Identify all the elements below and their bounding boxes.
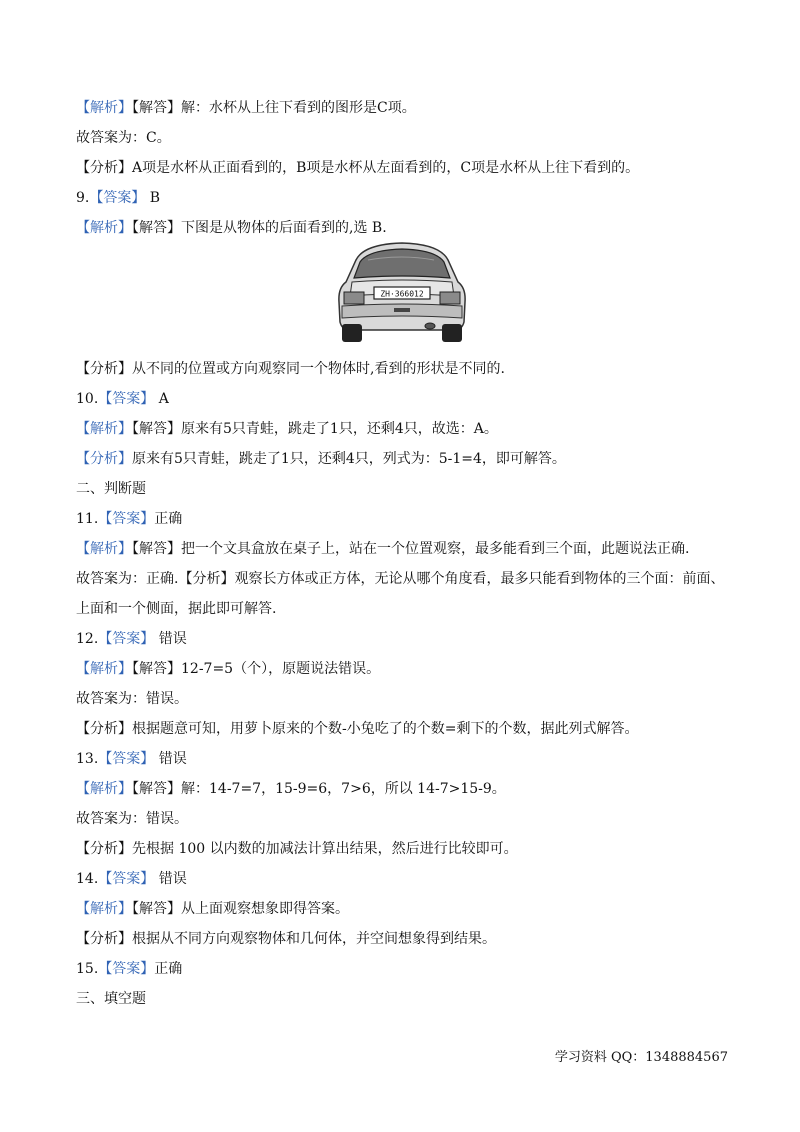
line-3 (76, 158, 740, 178)
line-6 (76, 359, 740, 379)
question-number: 12. (76, 631, 99, 647)
line-text: 解：水杯从上往下看到的图形是C项。 (181, 100, 416, 116)
question-10-answer (76, 389, 740, 409)
line-24 (76, 899, 740, 919)
line-text: 原来有5只青蛙，跳走了1只，还剩4只，故选：A。 (181, 421, 498, 437)
question-number: 15. (76, 961, 99, 977)
line-16 (76, 659, 740, 679)
tag-answer: 【答案】 (89, 190, 146, 206)
line-5 (76, 218, 740, 238)
section-heading-judgement (76, 479, 740, 499)
line-21 (76, 809, 740, 829)
question-15-answer (76, 959, 740, 979)
question-11-answer (76, 509, 740, 529)
line-text: 故答案为：错误。 (76, 691, 188, 707)
question-12-answer (76, 629, 740, 649)
line-text: 解：14-7=7，15-9=6，7>6，所以 14-7>15-9。 (181, 781, 506, 797)
line-text: 把一个文具盒放在桌子上，站在一个位置观察，最多能看到三个面，此题说法正确. (181, 541, 690, 557)
tag-answer-detail: 【解答】 (132, 100, 181, 116)
line-22 (76, 839, 740, 859)
section-title: 三、填空题 (76, 991, 146, 1007)
line-text: 从上面观察想象即得答案。 (181, 901, 349, 917)
line-17 (76, 689, 740, 709)
tag-answer-detail: 【解答】 (132, 661, 181, 677)
line-25 (76, 929, 740, 949)
line-text: 【分析】根据从不同方向观察物体和几何体，并空间想象得到结果。 (76, 931, 496, 947)
line-text: 【分析】根据题意可知，用萝卜原来的个数-小兔吃了的个数=剩下的个数，据此列式解答。 (76, 721, 639, 737)
section-title: 二、判断题 (76, 481, 146, 497)
answer-value: 正确 (154, 961, 183, 977)
line-9 (76, 449, 740, 469)
line-20 (76, 779, 740, 799)
tag-answer-detail: 【解答】 (132, 220, 181, 236)
line-text: 上面和一个侧面，据此即可解答. (76, 601, 277, 617)
tag-analysis: 【解析】 (76, 421, 132, 437)
answer-value: B (145, 190, 161, 206)
tag-analysis: 【解析】 (76, 541, 132, 557)
line-12 (76, 539, 740, 559)
tag-answer-detail: 【解答】 (132, 421, 181, 437)
footer-contact: 学习资料 QQ：1348884567 (554, 1050, 728, 1065)
tag-answer-detail: 【解答】 (132, 901, 181, 917)
tag-answer: 【答案】 (98, 391, 155, 407)
tag-answer: 【答案】 (98, 961, 155, 977)
license-plate-text: ZH·366012 (380, 289, 424, 299)
line-1 (76, 98, 740, 118)
line-text: 从不同的位置或方向观察同一个物体时,看到的形状是不同的. (132, 361, 505, 377)
question-number: 13. (76, 751, 99, 767)
line-text: 【分析】先根据 100 以内数的加减法计算出结果，然后进行比较即可。 (76, 841, 518, 857)
tag-analysis: 【解析】 (76, 100, 132, 116)
tag-answer: 【答案】 (98, 871, 155, 887)
tag-analysis: 【解析】 (76, 901, 132, 917)
tag-reasoning: 【分析】 (76, 160, 132, 176)
answer-value: 错误 (154, 871, 187, 887)
line-text: 原来有5只青蛙，跳走了1只，还剩4只，列式为：5-1=4，即可解答。 (132, 451, 566, 467)
line-text: 故答案为：C。 (76, 130, 171, 146)
tag-analysis: 【解析】 (76, 661, 132, 677)
tag-reasoning: 【分析】 (76, 451, 132, 467)
answer-value: A (154, 391, 169, 407)
question-14-answer (76, 869, 740, 889)
tag-answer: 【答案】 (98, 751, 155, 767)
question-9-answer (76, 188, 740, 208)
question-number: 11. (76, 511, 99, 527)
answer-value: 错误 (154, 751, 187, 767)
question-number: 10. (76, 391, 99, 407)
question-number: 14. (76, 871, 99, 887)
line-text: 下图是从物体的后面看到的,选 B. (181, 220, 387, 236)
tag-answer: 【答案】 (98, 631, 155, 647)
section-heading-fill-blank (76, 989, 740, 1009)
tag-analysis: 【解析】 (76, 781, 132, 797)
line-text: 故答案为：错误。 (76, 811, 188, 827)
question-number: 9. (76, 190, 90, 206)
line-13 (76, 569, 740, 589)
tag-answer-detail: 【解答】 (132, 781, 181, 797)
tag-analysis: 【解析】 (76, 220, 132, 236)
line-14 (76, 599, 740, 619)
answer-value: 正确 (154, 511, 183, 527)
car-rear-view-image (334, 240, 470, 344)
line-18 (76, 719, 740, 739)
line-text: 故答案为：正确.【分析】观察长方体或正方体，无论从哪个角度看，最多只能看到物体的三个面：前面、 (76, 571, 725, 587)
tag-answer: 【答案】 (98, 511, 155, 527)
line-text: 12-7=5（个），原题说法错误。 (181, 661, 381, 677)
answer-value: 错误 (154, 631, 187, 647)
tag-reasoning: 【分析】 (76, 361, 132, 377)
tag-answer-detail: 【解答】 (132, 541, 181, 557)
line-text: A项是水杯从正面看到的，B项是水杯从左面看到的，C项是水杯从上往下看到的。 (132, 160, 640, 176)
line-8 (76, 419, 740, 439)
line-2 (76, 128, 740, 148)
question-13-answer (76, 749, 740, 769)
